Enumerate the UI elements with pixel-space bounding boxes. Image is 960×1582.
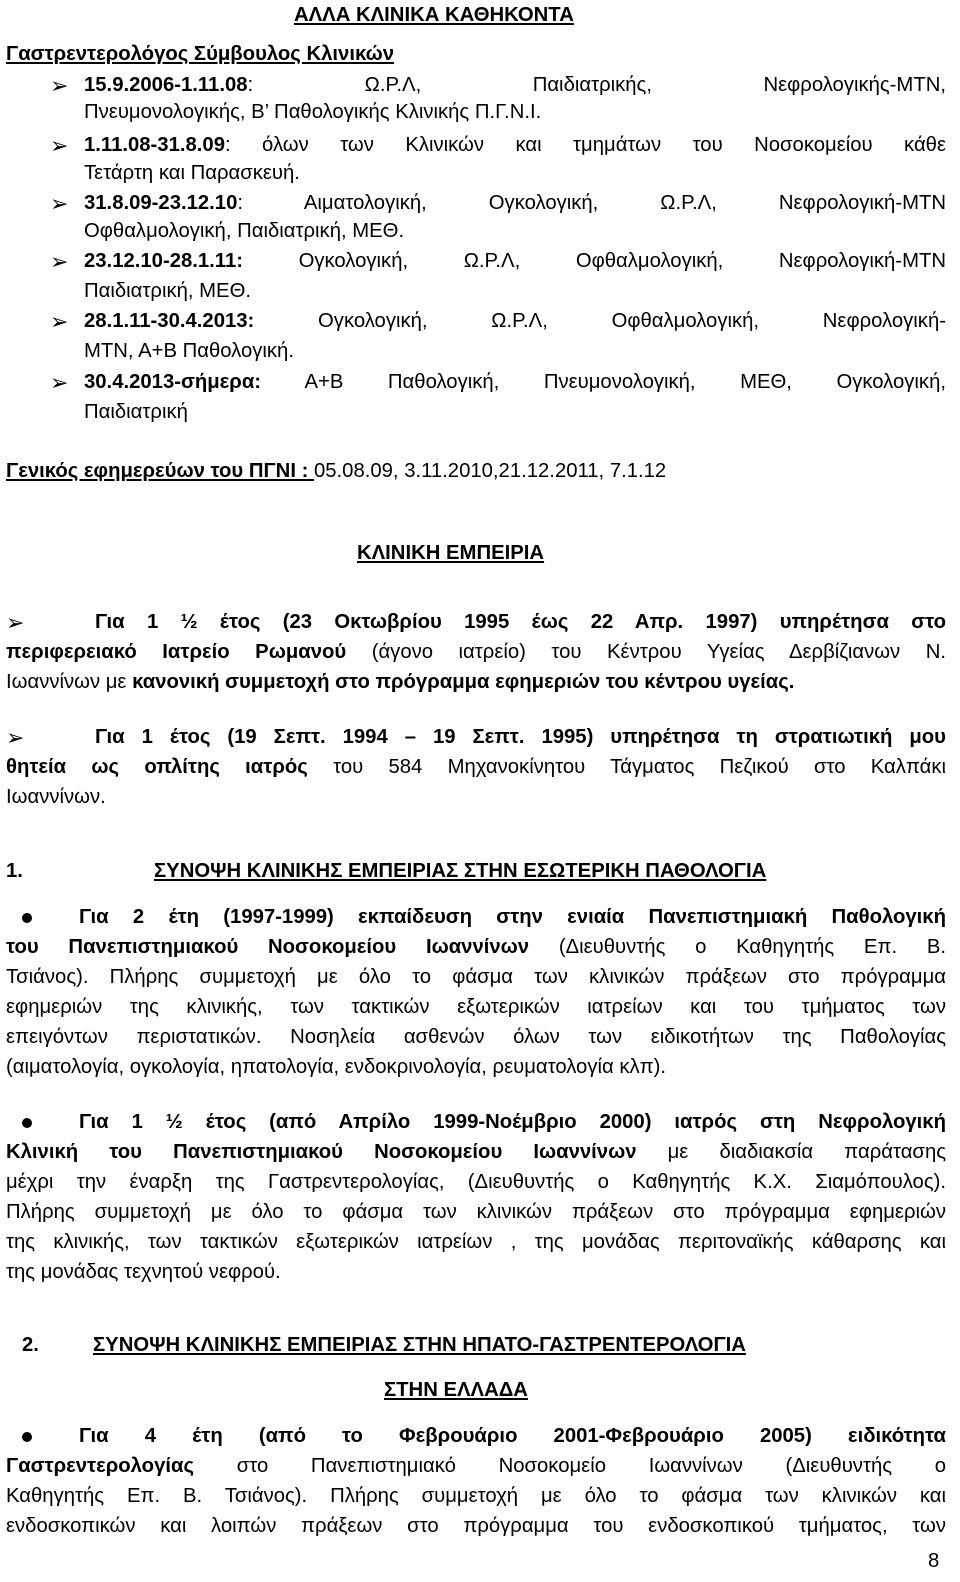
section-1-number: 1. <box>6 860 23 882</box>
s1-p2-line-6: της μονάδας τεχνητού νεφρού. <box>6 1261 281 1283</box>
arrow-bullet-icon: ➢ <box>50 249 69 274</box>
arrow-bullet-icon: ➢ <box>50 73 69 98</box>
s1-p1-line-4: εφημεριών της κλινικής, των τακτικών εξωτερικών ιατρείων και του τμήματος των <box>6 996 946 1018</box>
s1-p1-line-1: Για 2 έτη (1997-1999) εκπαίδευση στην ενιαία Πανεπιστημιακή Παθολογική <box>79 906 946 928</box>
page-title: ΑΛΛΑ ΚΛΙΝΙΚΑ ΚΑΘΗΚΟΝΤΑ <box>294 4 574 26</box>
consultant-item-1-cont: Πνευμονολογικής, Β’ Παθολογικής Κλινικής Π.Γ.Ν.Ι. <box>84 101 542 123</box>
consultant-item-5: 28.1.11-30.4.2013: Ογκολογική, Ω.Ρ.Λ, Οφθαλμολογική, Νεφρολογική- <box>84 310 946 332</box>
round-bullet-icon <box>22 1432 32 1442</box>
arrow-bullet-icon: ➢ <box>50 191 69 216</box>
consultant-item-6-cont: Παιδιατρική <box>84 401 188 423</box>
s2-p1-line-4: ενδοσκοπικών και λοιπών πράξεων στο πρόγραμμα του ενδοσκοπικού τμήματος, των <box>6 1515 946 1537</box>
s1-p2-line-4: Πλήρης συμμετοχή με όλο το φάσμα των κλινικών πράξεων στο πρόγραμμα εφημεριών <box>6 1201 946 1223</box>
consultant-heading: Γαστρεντερολόγος Σύμβουλος Κλινικών <box>6 43 394 65</box>
experience-1-line-3: Ιωαννίνων με κανονική συμμετοχή στο πρόγραμμα εφημεριών του κέντρου υγείας. <box>6 671 795 693</box>
experience-1-line-1: Για 1 ½ έτος (23 Οκτωβρίου 1995 έως 22 Απρ. 1997) υπηρέτησα στο <box>95 611 946 633</box>
s2-p1-line-1: Για 4 έτη (από το Φεβρουάριο 2001-Φεβρουάριο 2005) ειδικότητα <box>79 1425 946 1447</box>
section-2-title: ΣΥΝΟΨΗ ΚΛΙΝΙΚΗΣ ΕΜΠΕΙΡΙΑΣ ΣΤΗΝ ΗΠΑΤΟ-ΓΑΣΤΡΕΝΤΕΡΟΛΟΓΙΑ <box>93 1334 746 1356</box>
s1-p1-line-3: Τσιάνος). Πλήρης συμμετοχή με όλο το φάσμα των κλινικών πράξεων στο πρόγραμμα <box>6 966 946 988</box>
s1-p2-line-3: μέχρι την έναρξη της Γαστρεντερολογίας, (Διευθυντής ο Καθηγητής Κ.Χ. Σιαμόπουλος). <box>6 1171 946 1193</box>
arrow-bullet-icon: ➢ <box>6 725 25 750</box>
experience-1-line-2: περιφερειακό Ιατρείο Ρωμανού (άγονο ιατρείο) του Κέντρου Υγείας Δερβίζιανων Ν. <box>6 641 946 663</box>
s2-p1-line-2: Γαστρεντερολογίας στο Πανεπιστημιακό Νοσοκομείο Ιωαννίνων (Διευθυντής ο <box>6 1455 946 1477</box>
s1-p2-line-2: Κλινική του Πανεπιστημιακού Νοσοκομείου Ιωαννίνων με διαδιακσία παράτασης <box>6 1141 946 1163</box>
consultant-item-4: 23.12.10-28.1.11: Ογκολογική, Ω.Ρ.Λ, Οφθαλμολογική, Νεφρολογική-ΜΤΝ <box>84 250 946 272</box>
experience-2-line-3: Ιωαννίνων. <box>6 786 106 808</box>
section-2-number: 2. <box>22 1334 39 1356</box>
consultant-item-3-cont: Οφθαλμολογική, Παιδιατρική, ΜΕΘ. <box>84 220 405 242</box>
arrow-bullet-icon: ➢ <box>50 309 69 334</box>
section-1-title: ΣΥΝΟΨΗ ΚΛΙΝΙΚΗΣ ΕΜΠΕΙΡΙΑΣ ΣΤΗΝ ΕΣΩΤΕΡΙΚΗ ΠΑΘΟΛΟΓΙΑ <box>154 860 767 882</box>
round-bullet-icon <box>22 913 32 923</box>
consultant-item-2: 1.11.08-31.8.09: όλων των Κλινικών και τμημάτων του Νοσοκομείου κάθε <box>84 134 946 156</box>
on-call-line: Γενικός εφημερεύων του ΠΓΝΙ : 05.08.09, 3.11.2010,21.12.2011, 7.1.12 <box>6 460 667 482</box>
s2-p1-line-3: Καθηγητής Επ. Β. Τσιάνος). Πλήρης συμμετοχή με όλο το φάσμα των κλινικών και <box>6 1485 946 1507</box>
s1-p2-line-1: Για 1 ½ έτος (από Απρίλο 1999-Νοέμβριο 2000) ιατρός στη Νεφρολογική <box>79 1111 946 1133</box>
arrow-bullet-icon: ➢ <box>50 370 69 395</box>
arrow-bullet-icon: ➢ <box>6 610 25 635</box>
clinical-experience-title: ΚΛΙΝΙΚΗ ΕΜΠΕΙΡΙΑ <box>357 542 545 564</box>
consultant-item-5-cont: ΜΤΝ, Α+Β Παθολογική. <box>84 340 294 362</box>
consultant-item-4-cont: Παιδιατρική, ΜΕΘ. <box>84 280 251 302</box>
s1-p1-line-2: του Πανεπιστημιακού Νοσοκομείου Ιωαννίνων (Διευθυντής ο Καθηγητής Επ. Β. <box>6 936 946 958</box>
round-bullet-icon <box>22 1118 32 1128</box>
consultant-item-1: 15.9.2006-1.11.08: Ω.Ρ.Λ, Παιδιατρικής, Νεφρολογικής-ΜΤΝ, <box>84 74 946 96</box>
section-2-title-cont: ΣΤΗΝ ΕΛΛΑΔΑ <box>384 1379 528 1401</box>
consultant-item-3: 31.8.09-23.12.10: Αιματολογική, Ογκολογική, Ω.Ρ.Λ, Νεφρολογική-ΜΤΝ <box>84 192 946 214</box>
s1-p1-line-6: (αιματολογία, ογκολογία, ηπατολογία, ενδοκρινολογία, ρευματολογία κλπ). <box>6 1056 667 1078</box>
page-number: 8 <box>928 1550 940 1572</box>
s1-p2-line-5: της κλινικής, των τακτικών εξωτερικών ιατρείων , της μονάδας περιτοναϊκής κάθαρσης και <box>6 1231 946 1253</box>
consultant-item-6: 30.4.2013-σήμερα: Α+Β Παθολογική, Πνευμονολογική, ΜΕΘ, Ογκολογική, <box>84 371 946 393</box>
experience-2-line-1: Για 1 έτος (19 Σεπτ. 1994 – 19 Σεπτ. 1995) υπηρέτησα τη στρατιωτική μου <box>95 726 946 748</box>
s1-p1-line-5: επειγόντων περιστατικών. Νοσηλεία ασθενών όλων των ειδικοτήτων της Παθολογίας <box>6 1026 946 1048</box>
consultant-item-2-cont: Τετάρτη και Παρασκευή. <box>84 162 300 184</box>
arrow-bullet-icon: ➢ <box>50 133 69 158</box>
experience-2-line-2: θητεία ως οπλίτης ιατρός του 584 Μηχανοκίνητου Τάγματος Πεζικού στο Καλπάκι <box>6 756 946 778</box>
